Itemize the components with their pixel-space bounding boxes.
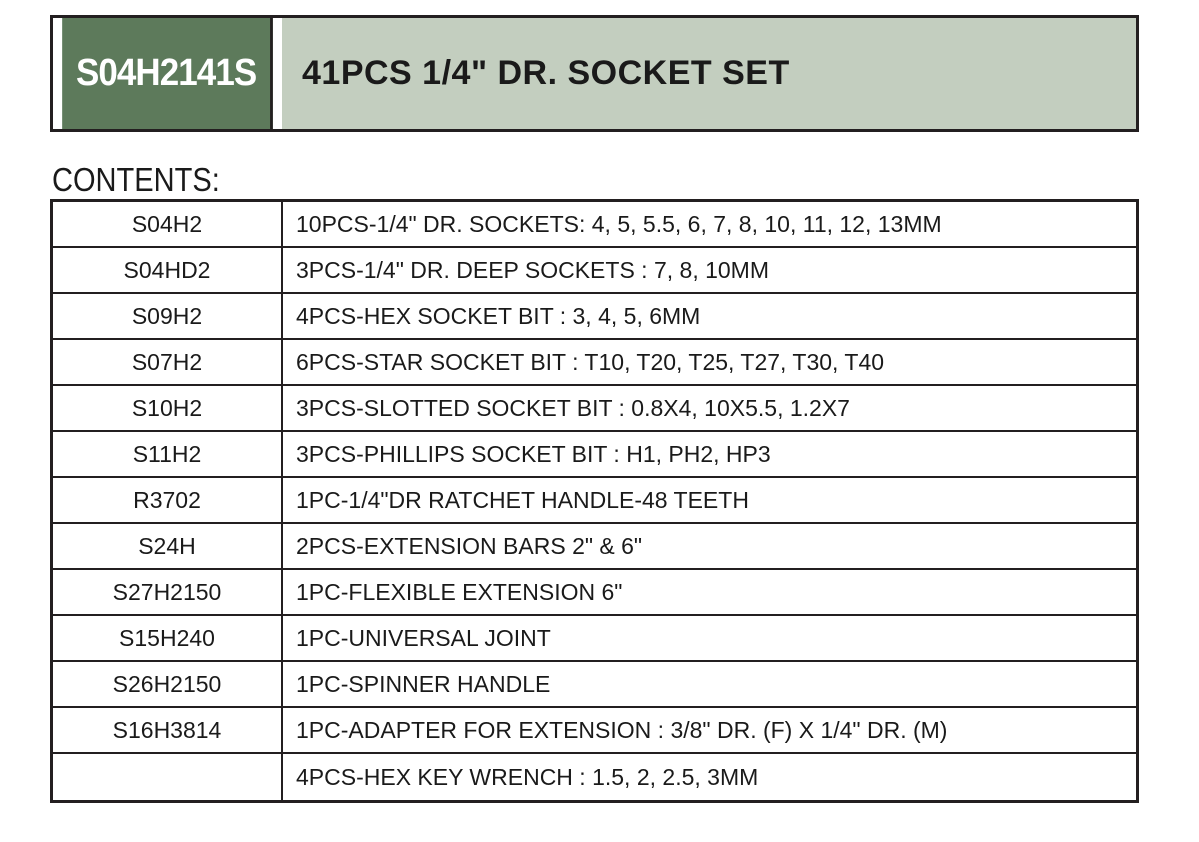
part-description-cell: 4PCS-HEX SOCKET BIT : 3, 4, 5, 6MM	[296, 302, 701, 329]
part-code-cell: S24H	[53, 524, 283, 568]
table-row	[53, 662, 1136, 708]
part-code-cell: R3702	[53, 478, 283, 522]
contents-heading: CONTENTS:	[52, 161, 220, 198]
part-code-cell: S27H2150	[53, 570, 283, 614]
part-description-cell: 1PC-ADAPTER FOR EXTENSION : 3/8" DR. (F) X 1/4" DR. (M)	[296, 716, 948, 743]
table-row	[53, 616, 1136, 662]
part-description-cell: 3PCS-SLOTTED SOCKET BIT : 0.8X4, 10X5.5, 1.2X7	[296, 394, 850, 421]
part-description-cell: 1PC-SPINNER HANDLE	[296, 670, 551, 697]
part-code-cell: S07H2	[53, 340, 283, 384]
table-row	[53, 708, 1136, 754]
part-code-cell: S09H2	[53, 294, 283, 338]
part-description-cell: 3PCS-1/4" DR. DEEP SOCKETS : 7, 8, 10MM	[296, 256, 770, 283]
part-description-cell: 1PC-FLEXIBLE EXTENSION 6"	[296, 578, 623, 605]
table-row	[53, 386, 1136, 432]
part-code-cell	[53, 754, 283, 800]
part-code-cell: S26H2150	[53, 662, 283, 706]
part-description-cell: 10PCS-1/4" DR. SOCKETS: 4, 5, 5.5, 6, 7, 8, 10, 11, 12, 13MM	[296, 210, 942, 237]
part-code-cell: S15H240	[53, 616, 283, 660]
table-row	[53, 432, 1136, 478]
product-title: 41PCS 1/4" DR. SOCKET SET	[282, 18, 1136, 129]
table-row	[53, 570, 1136, 616]
part-code-cell: S04HD2	[53, 248, 283, 292]
table-row	[53, 294, 1136, 340]
product-header	[50, 15, 1139, 132]
contents-table	[50, 199, 1139, 803]
part-code-cell: S10H2	[53, 386, 283, 430]
part-description-cell: 4PCS-HEX KEY WRENCH : 1.5, 2, 2.5, 3MM	[296, 763, 759, 790]
part-description-cell: 3PCS-PHILLIPS SOCKET BIT : H1, PH2, HP3	[296, 440, 771, 467]
table-row	[53, 754, 1136, 800]
product-code: S04H2141S	[62, 18, 273, 129]
part-code-cell: S11H2	[53, 432, 283, 476]
part-description-cell: 6PCS-STAR SOCKET BIT : T10, T20, T25, T27, T30, T40	[296, 348, 885, 375]
table-row	[53, 524, 1136, 570]
table-row	[53, 202, 1136, 248]
table-row	[53, 478, 1136, 524]
part-code-cell: S04H2	[53, 202, 283, 246]
table-row	[53, 248, 1136, 294]
part-description-cell: 1PC-UNIVERSAL JOINT	[296, 624, 551, 651]
part-code-cell: S16H3814	[53, 708, 283, 752]
part-description-cell: 1PC-1/4"DR RATCHET HANDLE-48 TEETH	[296, 486, 749, 513]
part-description-cell: 2PCS-EXTENSION BARS 2" & 6"	[296, 532, 643, 559]
table-row	[53, 340, 1136, 386]
